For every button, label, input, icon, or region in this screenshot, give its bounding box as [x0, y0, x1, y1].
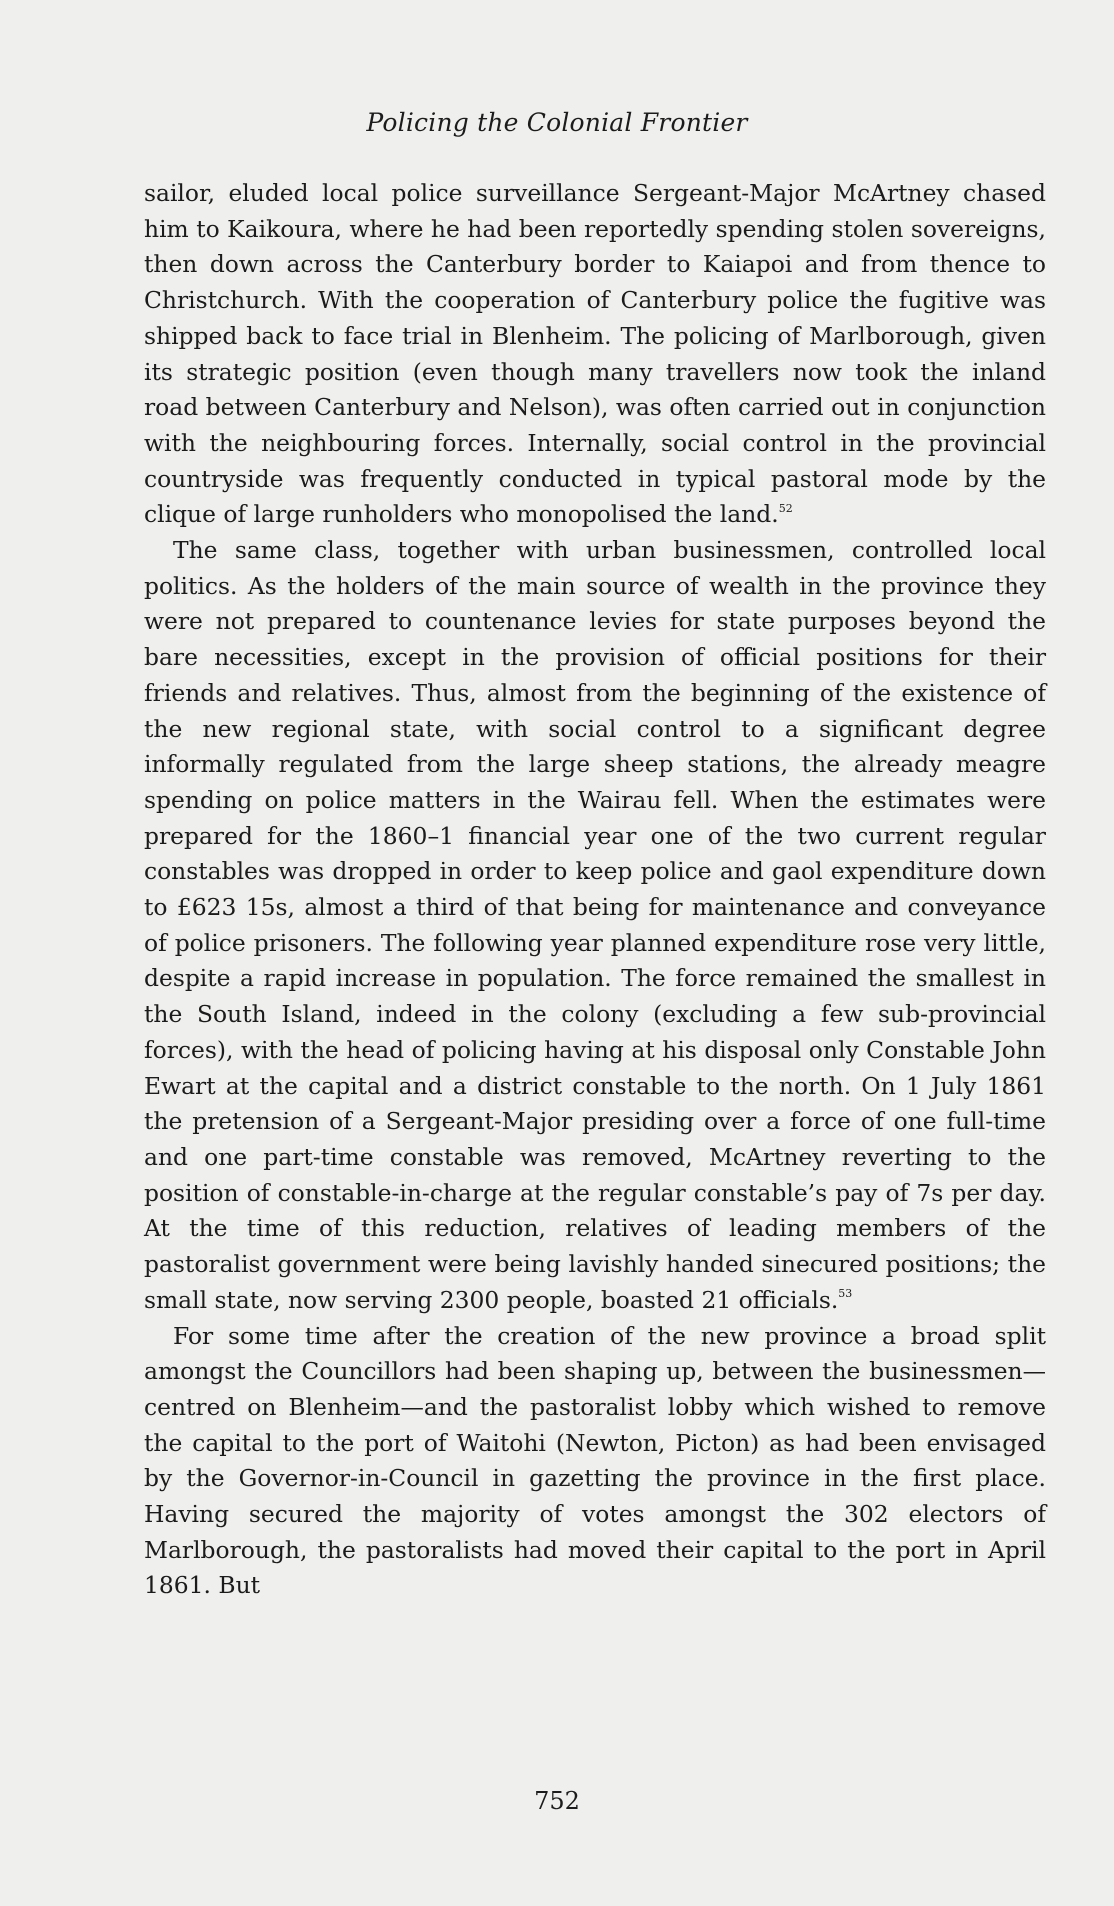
paragraph-2: [144, 533, 1046, 1318]
footnote-ref-52: 52: [778, 501, 793, 515]
running-title: Policing the Colonial Frontier: [366, 108, 748, 137]
paragraph-3-text: For some time after the creation of the new province a broad split amongst the Councillors had been shaping up, between the businessmen—centred on Blenheim—and the pastoralist lobby which wished to remove the capital to the port of Waitohi (Newton, Picton) as had been envisaged by the Governor-in-Council in gazetting the province in the first place. Having secured the majority of votes amongst the 302 electors of Marlborough, the pastoralists had moved their capital to the port in April 1861. But: [144, 1321, 1046, 1600]
paragraph-1-text: sailor, eluded local police surveillance Sergeant-Major McArtney chased him to Kaikoura, where he had been reportedly spending stolen sovereigns, then down across the Canterbury border to Kaiapoi and from thence to Christchurch. With the cooperation of Canterbury police the fugitive was shipped back to face trial in Blenheim. The policing of Marlborough, given its strategic position (even though many travellers now took the inland road between Canterbury and Nelson), was often carried out in conjunction with the neighbouring forces. Internally, social control in the provincial countryside was frequently conducted in typical pastoral mode by the clique of large runholders who monopolised the land.: [144, 179, 1046, 529]
paragraph-3: [144, 1319, 1046, 1605]
page-number: 752: [534, 1787, 580, 1815]
paragraph-1: [144, 176, 1046, 533]
paragraph-2-text: The same class, together with urban businessmen, controlled local politics. As the holders of the main source of wealth in the province they were not prepared to countenance levies for state purposes beyond the bare necessities, except in the provision of official positions for their friends and relatives. Thus, almost from the beginning of the existence of the new regional state, with social control to a significant degree informally regulated from the large sheep stations, the already meagre spending on police matters in the Wairau fell. When the estimates were prepared for the 1860–1 financial year one of the two current regular constables was dropped in order to keep police and gaol expenditure down to £623 15s, almost a third of that being for maintenance and conveyance of police prisoners. The following year planned expenditure rose very little, despite a rapid increase in population. The force remained the smallest in the South Island, indeed in the colony (excluding a few sub-provincial forces), with the head of policing having at his disposal only Constable John Ewart at the capital and a district constable to the north. On 1 July 1861 the pretension of a Sergeant-Major presiding over a force of one full-time and one part-time constable was removed, McArtney reverting to the position of constable-in-charge at the regular constable’s pay of 7s per day. At the time of this reduction, relatives of leading members of the pastoralist government were being lavishly handed sinecured positions; the small state, now serving 2300 people, boasted 21 officials.: [144, 536, 1046, 1314]
footnote-ref-53: 53: [838, 1287, 853, 1300]
body-text: [144, 176, 1046, 1604]
